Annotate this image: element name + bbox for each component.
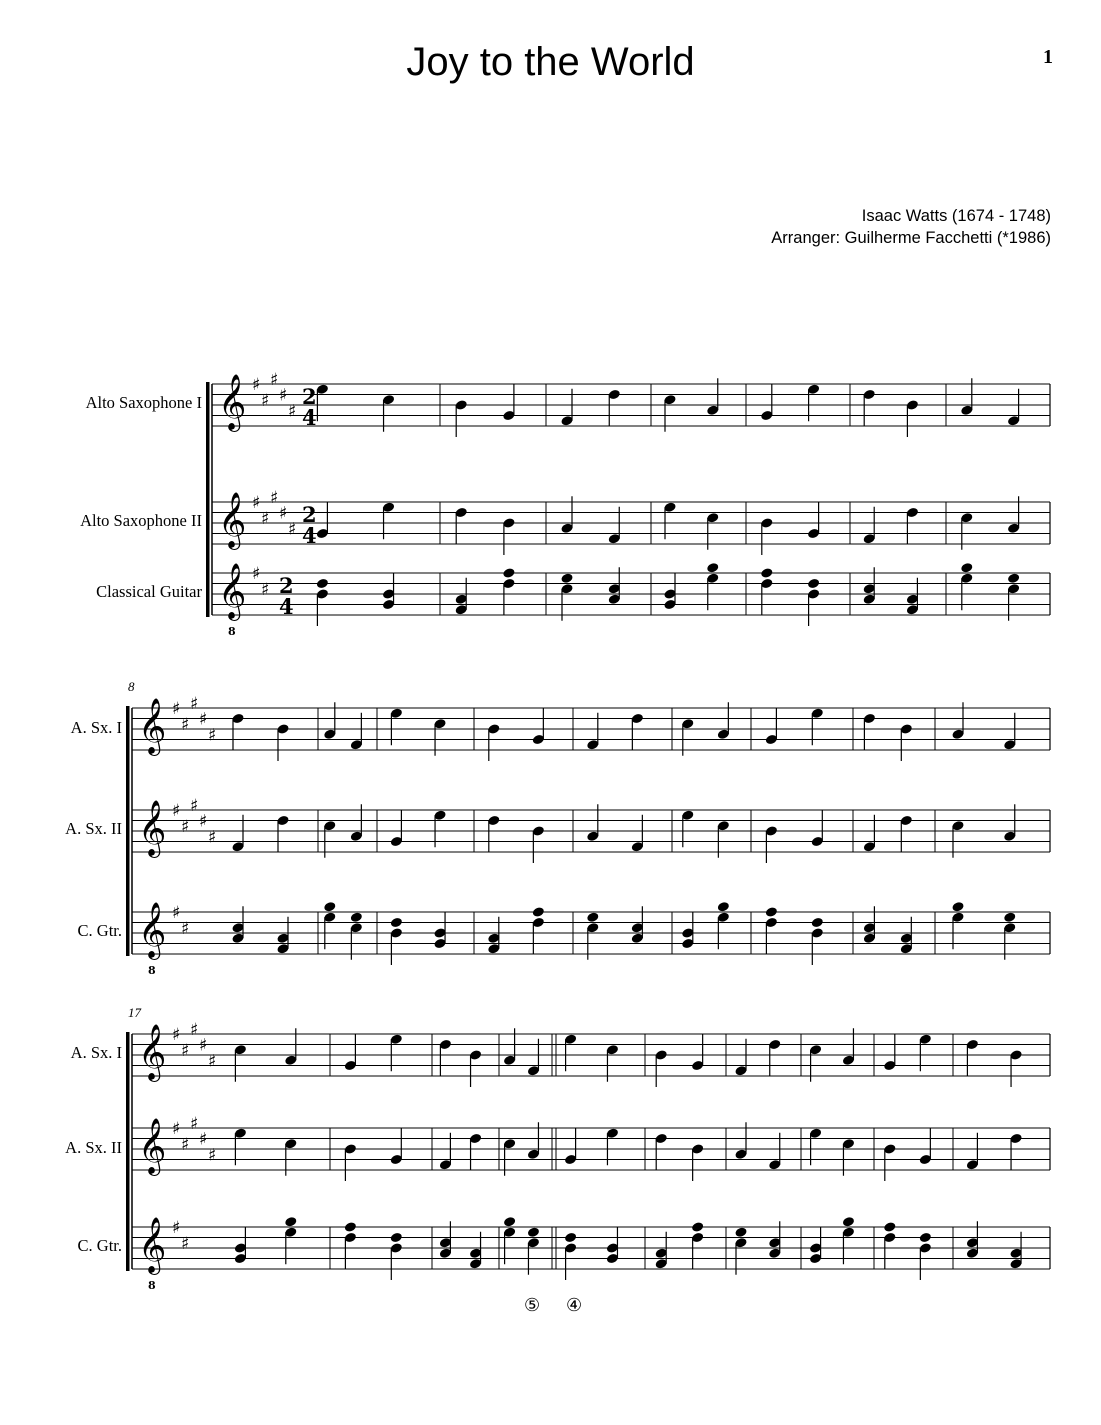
chord-note-head xyxy=(350,911,363,923)
chord-note-head xyxy=(564,1232,577,1244)
chord-note-head xyxy=(323,901,336,913)
time-signature: 2 xyxy=(302,384,317,409)
key-signature-sharp: ♯ xyxy=(208,725,217,746)
chord-note-head xyxy=(284,1216,297,1228)
system-bracket xyxy=(206,382,210,617)
key-signature-sharp: ♯ xyxy=(172,1218,181,1238)
chord-note-head xyxy=(734,1226,747,1238)
octave-marking: 8 xyxy=(148,1279,156,1292)
time-signature: 2 xyxy=(302,502,317,527)
chord-note-head xyxy=(807,578,820,590)
chord-note-head xyxy=(1003,911,1016,923)
treble-clef-icon: 𝄞 xyxy=(138,1024,167,1080)
key-signature-sharp: ♯ xyxy=(172,1025,181,1045)
system-bracket xyxy=(126,706,130,956)
octave-marking: 8 xyxy=(148,964,156,977)
treble-clef-icon: 𝄞 xyxy=(138,698,167,754)
composer-credit: Isaac Watts (1674 - 1748) xyxy=(861,207,1051,225)
chord-note-head xyxy=(502,567,515,579)
chord-note-head xyxy=(842,1216,855,1228)
key-signature-sharp: ♯ xyxy=(270,487,279,508)
octave-marking: 8 xyxy=(228,625,236,638)
chord-note-head xyxy=(919,1232,932,1244)
chord-note-head xyxy=(316,578,329,590)
chord-note-head xyxy=(760,567,773,579)
treble-clef-icon: 𝄞 xyxy=(138,800,167,856)
key-signature-sharp: ♯ xyxy=(190,1113,199,1134)
key-signature-sharp: ♯ xyxy=(181,816,190,837)
measure-number-system-3: 17 xyxy=(128,1005,141,1020)
chord-note-head xyxy=(344,1221,357,1233)
instrument-label-guitar-short-3: C. Gtr. xyxy=(77,1236,122,1255)
instrument-label-alto-sax-2: Alto Saxophone II xyxy=(80,511,202,530)
chord-note-head xyxy=(691,1221,704,1233)
chord-note-head xyxy=(706,562,719,574)
chord-note-head xyxy=(811,917,824,929)
key-signature-sharp: ♯ xyxy=(288,519,297,540)
chord-note-head xyxy=(390,917,403,929)
system-bracket xyxy=(126,1032,130,1271)
chord-note-head xyxy=(960,562,973,574)
key-signature-sharp: ♯ xyxy=(172,1119,181,1139)
treble-clef-icon: 𝄞 xyxy=(218,374,247,430)
instrument-label-alto-sax-1: Alto Saxophone I xyxy=(85,393,202,412)
chord-note-head xyxy=(503,1216,516,1228)
chord-note-head xyxy=(765,906,778,918)
treble-clef-icon: 𝄞 xyxy=(218,492,247,548)
chord-note-head xyxy=(390,1232,403,1244)
key-signature-sharp: ♯ xyxy=(252,493,261,513)
key-signature-sharp: ♯ xyxy=(288,401,297,422)
key-signature-sharp: ♯ xyxy=(279,503,288,524)
key-signature-sharp: ♯ xyxy=(279,385,288,406)
chord-note-head xyxy=(527,1226,540,1238)
treble-clef-icon: 𝄞 xyxy=(138,1217,167,1273)
key-signature-sharp: ♯ xyxy=(270,369,279,390)
key-signature-sharp: ♯ xyxy=(208,827,217,848)
instrument-label-guitar: Classical Guitar xyxy=(96,582,202,601)
key-signature-sharp: ♯ xyxy=(181,1233,190,1254)
key-signature-sharp: ♯ xyxy=(199,1035,208,1056)
score-title: Joy to the World xyxy=(406,40,695,84)
key-signature-sharp: ♯ xyxy=(261,579,270,600)
chord-note-head xyxy=(717,901,730,913)
instrument-label-alto-sax-1-short-3: A. Sx. I xyxy=(70,1043,122,1062)
key-signature-sharp: ♯ xyxy=(172,903,181,923)
key-signature-sharp: ♯ xyxy=(252,564,261,584)
key-signature-sharp: ♯ xyxy=(199,811,208,832)
key-signature-sharp: ♯ xyxy=(208,1051,217,1072)
chord-note-head xyxy=(1007,572,1020,584)
measure-number-system-2: 8 xyxy=(128,679,135,694)
instrument-label-alto-sax-2-short-3: A. Sx. II xyxy=(65,1138,122,1157)
instrument-label-alto-sax-2-short: A. Sx. II xyxy=(65,819,122,838)
treble-clef-icon: 𝄞 xyxy=(218,563,247,619)
treble-clef-icon: 𝄞 xyxy=(138,1118,167,1174)
key-signature-sharp: ♯ xyxy=(252,375,261,395)
key-signature-sharp: ♯ xyxy=(208,1145,217,1166)
time-signature: 4 xyxy=(302,405,317,430)
string-marking-4: ④ xyxy=(566,1295,583,1316)
key-signature-sharp: ♯ xyxy=(181,714,190,735)
instrument-label-guitar-short: C. Gtr. xyxy=(77,921,122,940)
key-signature-sharp: ♯ xyxy=(181,1134,190,1155)
string-marking-5: ⑤ xyxy=(524,1295,541,1316)
chord-note-head xyxy=(951,901,964,913)
time-signature: 4 xyxy=(302,523,317,548)
time-signature: 4 xyxy=(279,594,294,619)
key-signature-sharp: ♯ xyxy=(199,1129,208,1150)
key-signature-sharp: ♯ xyxy=(199,709,208,730)
chord-note-head xyxy=(586,911,599,923)
arranger-credit: Arranger: Guilherme Facchetti (*1986) xyxy=(771,229,1051,247)
key-signature-sharp: ♯ xyxy=(181,1040,190,1061)
key-signature-sharp: ♯ xyxy=(190,1019,199,1040)
key-signature-sharp: ♯ xyxy=(261,508,270,529)
instrument-label-alto-sax-1-short: A. Sx. I xyxy=(70,718,122,737)
chord-note-head xyxy=(532,906,545,918)
key-signature-sharp: ♯ xyxy=(190,795,199,816)
page-number: 1 xyxy=(1043,46,1053,68)
treble-clef-icon: 𝄞 xyxy=(138,902,167,958)
chord-note-head xyxy=(560,572,573,584)
time-signature: 2 xyxy=(279,573,294,598)
chord-note-head xyxy=(883,1221,896,1233)
key-signature-sharp: ♯ xyxy=(172,801,181,821)
key-signature-sharp: ♯ xyxy=(190,693,199,714)
key-signature-sharp: ♯ xyxy=(172,699,181,719)
key-signature-sharp: ♯ xyxy=(261,390,270,411)
key-signature-sharp: ♯ xyxy=(181,918,190,939)
